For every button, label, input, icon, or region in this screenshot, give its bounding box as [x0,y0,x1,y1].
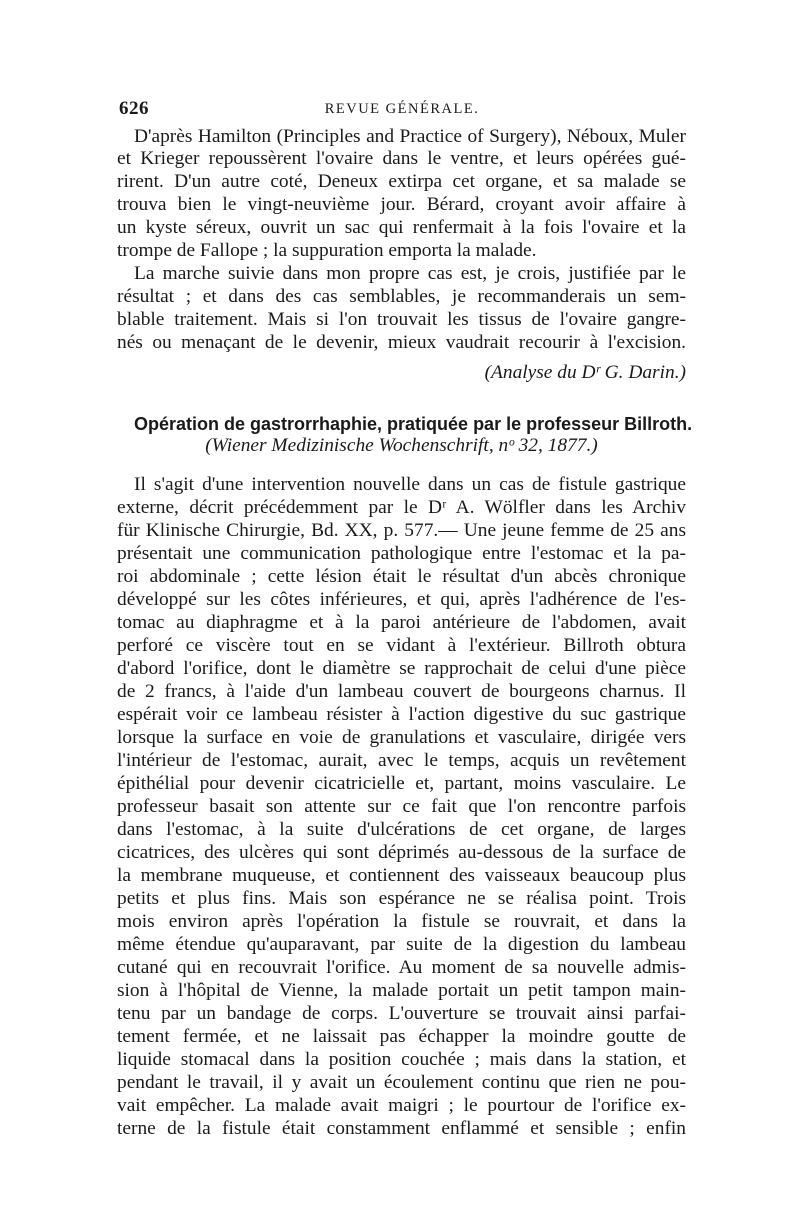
text-line: développé sur les côtes inférieures, et qui, après l'adhérence de l'es- [117,589,686,610]
text-line: D'après Hamilton (Principles and Practice of Surgery), Néboux, Muler [134,126,686,147]
text-line: tement fermée, et ne laissait pas échapper la moindre goutte de [117,1026,686,1047]
text-line: lorsque la surface en voie de granulations et vasculaire, dirigée vers [117,727,686,748]
text-line: épithélial pour devenir cicatricielle et, partant, moins vasculaire. Le [117,773,686,794]
text-line: externe, décrit précédemment par le Dʳ A. Wölfler dans les Archiv [117,497,686,518]
text-line: pendant le travail, il y avait un écoulement continu que rien ne pou- [117,1072,686,1093]
text-line: la membrane muqueuse, et contiennent des vaisseaux beaucoup plus [117,865,686,886]
text-line: trouva bien le vingt-neuvième jour. Bérard, croyant avoir affaire à [117,194,686,215]
section-heading: Opération de gastrorrhaphie, pratiquée par le professeur Billroth. [134,414,693,434]
text-line: petits et plus fins. Mais son espérance ne se réalisa point. Trois [117,888,686,909]
text-line: un kyste séreux, ouvrit un sac qui renfermait à la fois l'ovaire et la [117,217,686,238]
text-line: et Krieger repoussèrent l'ovaire dans le ventre, et leurs opérées gué- [117,148,686,169]
text-line: présentait une communication pathologique entre l'estomac et la pa- [117,543,686,564]
page-number: 626 [119,98,149,119]
attribution: (Analyse du Dʳ G. Darin.) [484,362,686,383]
text-line: blable traitement. Mais si l'on trouvait les tissus de l'ovaire gangre- [117,309,686,330]
text-line: Il s'agit d'une intervention nouvelle dans un cas de fistule gastrique [134,474,686,495]
page-header [119,98,685,122]
text-line: für Klinische Chirurgie, Bd. XX, p. 577.— Une jeune femme de 25 ans [117,520,686,541]
text-line: liquide stomacal dans la position couchée ; mais dans la station, et [117,1049,686,1070]
text-line: l'intérieur de l'estomac, aurait, avec le temps, acquis un revêtement [117,750,686,771]
text-line: nés ou menaçant de le devenir, mieux vaudrait recourir à l'excision. [117,332,686,353]
text-line: cutané qui en recouvrait l'orifice. Au moment de sa nouvelle admis- [117,957,686,978]
text-line: mois environ après l'opération la fistule se rouvrait, et dans la [117,911,686,932]
text-line: terne de la fistule était constamment enflammé et sensible ; enfin [117,1118,686,1139]
text-line: espérait voir ce lambeau résister à l'action digestive du suc gastrique [117,704,686,725]
text-line: trompe de Fallope ; la suppuration emporta la malade. [117,240,537,261]
text-line: rirent. D'un autre coté, Deneux extirpa cet organe, et sa malade se [117,171,686,192]
text-line: cicatrices, des ulcères qui sont déprimés au-dessous de la surface de [117,842,686,863]
text-line: dans l'estomac, à la suite d'ulcérations de cet organe, de larges [117,819,686,840]
text-line: tenu par un bandage de corps. L'ouverture se trouvait ainsi parfai- [117,1003,686,1024]
text-line: résultat ; et dans des cas semblables, je recommanderais un sem- [117,286,686,307]
text-line: tomac au diaphragme et à la paroi antérieure de l'abdomen, avait [117,612,686,633]
text-line: sion à l'hôpital de Vienne, la malade portait un petit tampon main- [117,980,686,1001]
text-line: vait empêcher. La malade avait maigri ; le pourtour de l'orifice ex- [117,1095,686,1116]
text-line: roi abdominale ; cette lésion était le résultat d'un abcès chronique [117,566,686,587]
text-line: professeur basait son attente sur ce fait que l'on rencontre parfois [117,796,686,817]
text-line: La marche suivie dans mon propre cas est, je crois, justifiée par le [134,263,686,284]
text-line: perforé ce viscère tout en se vidant à l'extérieur. Billroth obtura [117,635,686,656]
running-title: REVUE GÉNÉRALE. [324,101,480,117]
text-line: même étendue qu'auparavant, par suite de la digestion du lambeau [117,934,686,955]
section-source: (Wiener Medizinische Wochenschrift, nᵒ 32, 1877.) [205,435,598,456]
text-line: de 2 francs, à l'aide d'un lambeau couvert de bourgeons charnus. Il [117,681,686,702]
text-line: d'abord l'orifice, dont le diamètre se rapprochait de celui d'une pièce [117,658,686,679]
